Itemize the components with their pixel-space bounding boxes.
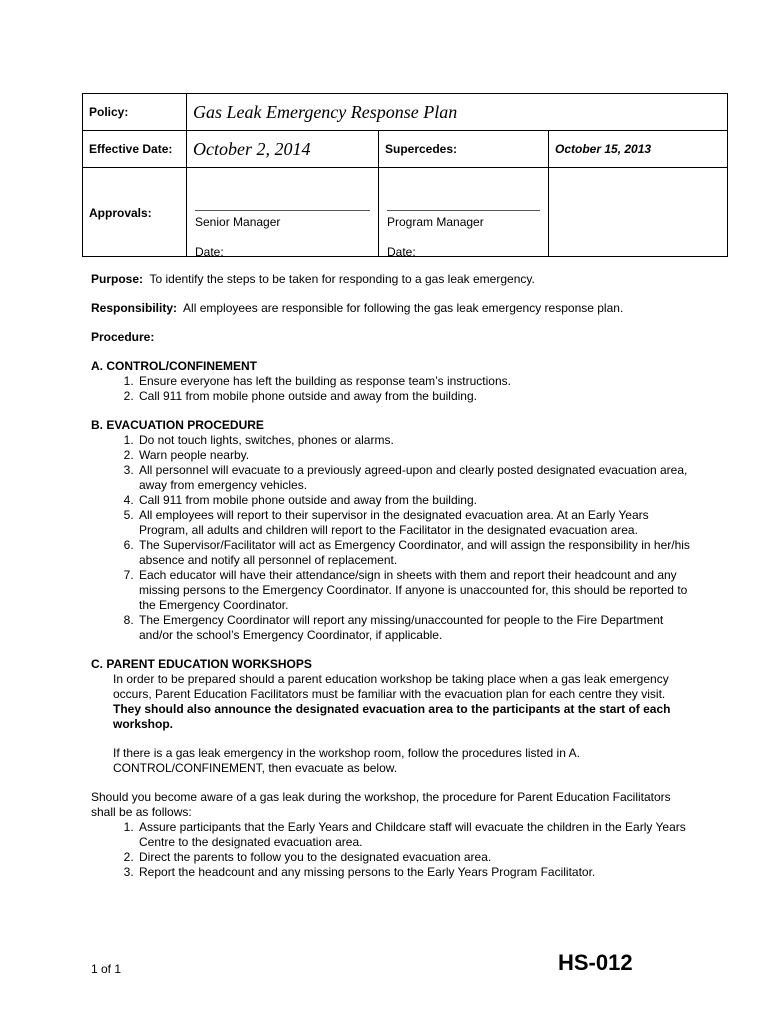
purpose-label: Purpose: [91, 272, 144, 286]
section-b-list [91, 433, 691, 643]
signature-line [195, 210, 370, 211]
list-item: 2. Direct the parents to follow you to the designated evacuation area. [137, 850, 691, 865]
approver1-cell [187, 168, 379, 257]
list-item: 1. Do not touch lights, switches, phones or alarms. [137, 433, 691, 448]
list-item: 2. Call 911 from mobile phone outside and away from the building. [137, 389, 691, 404]
document-code: HS-012 [558, 950, 633, 975]
list-item: 2. Warn people nearby. [137, 448, 691, 463]
policy-label: Policy: [89, 105, 129, 119]
page-number: 1 of 1 [91, 962, 122, 976]
list-item: 5. All employees will report to their supervisor in the designated evacuation area. At an Early Years Program, all adults and children will report to the Facilitator in the designated evacuation area. [137, 508, 691, 538]
policy-body [91, 272, 691, 894]
approver1-date: Date: [195, 245, 224, 259]
responsibility-label: Responsibility: [91, 301, 178, 315]
list-item: 3. All personnel will evacuate to a previously agreed-upon and clearly posted designated evacuation area, away from emergency vehicles. [137, 463, 691, 493]
policy-header-table [82, 93, 728, 257]
section-a-list [91, 374, 691, 404]
approver2-role: Program Manager [387, 215, 484, 229]
section-c-intro-text: In order to be prepared should a parent education workshop be taking place when a gas leak emergency occurs, Parent Education Facilitators must be familiar with the evacuation plan for each centre they visit. [113, 672, 669, 701]
purpose-text: To identify the steps to be taken for responding to a gas leak emergency. [149, 272, 535, 286]
approver2-date: Date: [387, 245, 416, 259]
list-item: 3. Report the headcount and any missing persons to the Early Years Program Facilitator. [137, 865, 691, 880]
approver3-cell [549, 168, 728, 257]
section-c-para2: If there is a gas leak emergency in the workshop room, follow the procedures listed in A. CONTROL/CONFINEMENT, then evacuate as below. [113, 746, 580, 775]
list-item: 1. Assure participants that the Early Years and Childcare staff will evacuate the children in the Early Years Centre to the designated evacuation area. [137, 820, 691, 850]
purpose-paragraph [91, 272, 691, 287]
section-b [91, 418, 691, 643]
effective-date-label: Effective Date: [89, 142, 173, 156]
section-c-list [91, 820, 691, 880]
signature-line [387, 210, 540, 211]
list-item: 7. Each educator will have their attendance/sign in sheets with them and report their headcount and any missing persons to the Emergency Coordinator. If anyone is unaccounted for, this should be reported to the Emergency Coordinator. [137, 568, 691, 613]
section-c [91, 657, 691, 880]
policy-title: Gas Leak Emergency Response Plan [193, 101, 458, 122]
approvals-label: Approvals: [89, 206, 152, 220]
list-item: 4. Call 911 from mobile phone outside and away from the building. [137, 493, 691, 508]
list-item: 1. Ensure everyone has left the building as response team’s instructions. [137, 374, 691, 389]
policy-value-cell [187, 94, 728, 131]
section-a [91, 359, 691, 404]
section-c-intro [113, 672, 691, 732]
supercedes-value: October 15, 2013 [555, 142, 652, 156]
section-b-title: B. EVACUATION PROCEDURE [91, 418, 264, 432]
approver2-cell [379, 168, 549, 257]
responsibility-paragraph [91, 301, 691, 316]
supercedes-label: Supercedes: [385, 142, 458, 156]
section-c-intro-bold: They should also announce the designated evacuation area to the participants at the start of each workshop. [113, 702, 671, 731]
list-item: 8. The Emergency Coordinator will report any missing/unaccounted for people to the Fire Department and/or the school’s Emergency Coordinator, if applicable. [137, 613, 691, 643]
responsibility-text: All employees are responsible for following the gas leak emergency response plan. [183, 301, 624, 315]
section-a-title: A. CONTROL/CONFINEMENT [91, 359, 257, 373]
policy-label-cell [83, 94, 187, 131]
procedure-label: Procedure: [91, 330, 155, 344]
section-c-para3: Should you become aware of a gas leak during the workshop, the procedure for Parent Education Facilitators shall be as follows: [91, 790, 671, 819]
list-item: 6. The Supervisor/Facilitator will act as Emergency Coordinator, and will assign the responsibility in her/his absence and notify all personnel of replacement. [137, 538, 691, 568]
effective-date-value: October 2, 2014 [193, 138, 311, 159]
approver1-role: Senior Manager [195, 215, 281, 229]
section-c-title: C. PARENT EDUCATION WORKSHOPS [91, 657, 312, 671]
